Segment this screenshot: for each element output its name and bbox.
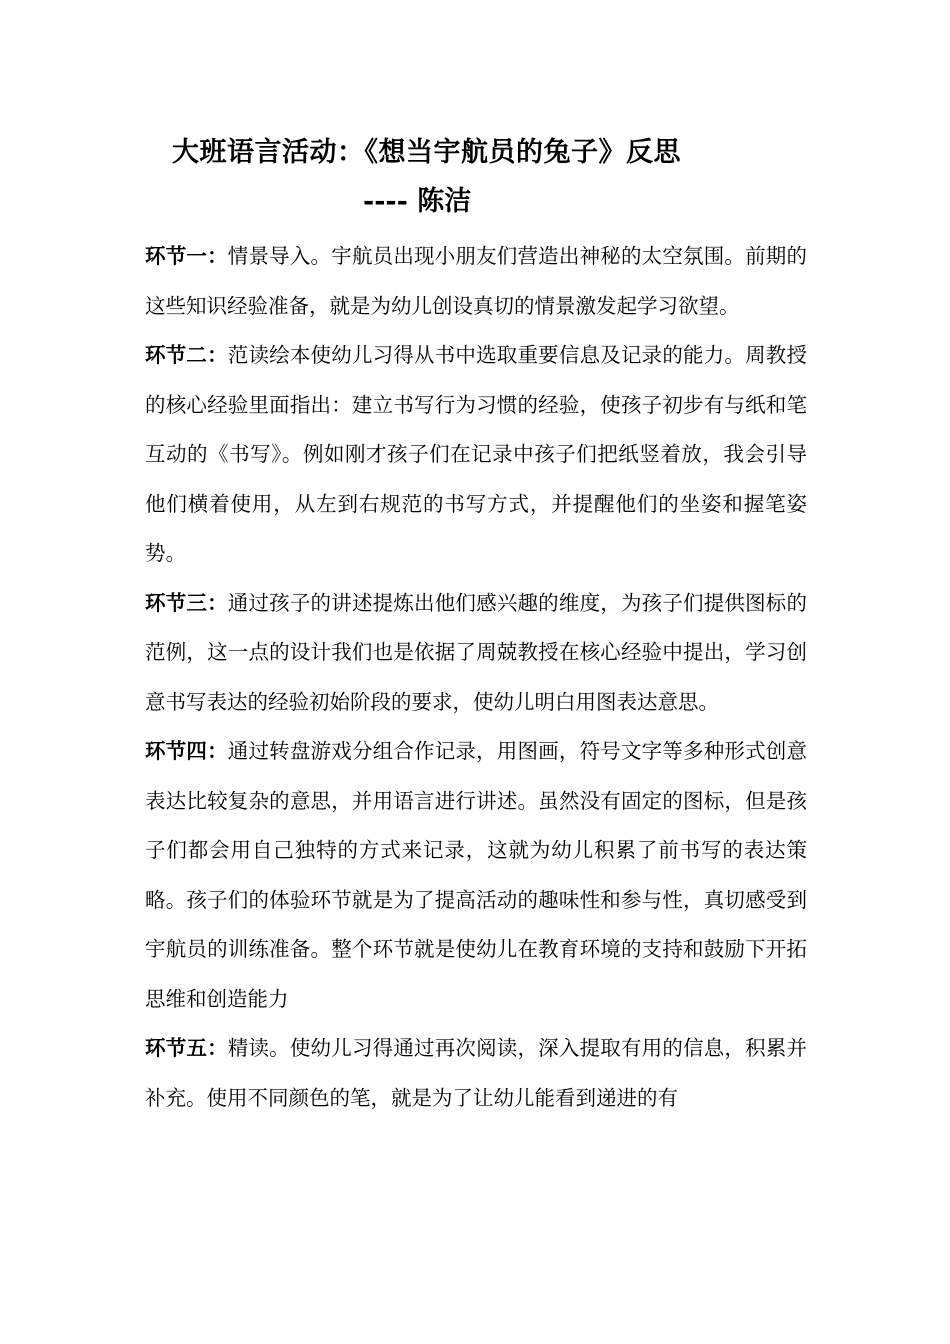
document-author: ---- 陈洁 <box>363 186 472 217</box>
document-title: 大班语言活动：《想当宇航员的兔子》反思 <box>172 137 681 168</box>
section-text: 范读绘本使幼儿习得从书中选取重要信息及记录的能力。周教授的核心经验里面指出：建立书写行为习惯的经验，使孩子初步有与纸和笔互动的《书写》。例如刚才孩子们在记录中孩子们把纸竖着放，我会引导他们横着使用，从左到右规范的书写方式，并提醒他们的坐姿和握笔姿势。 <box>145 343 808 565</box>
section-text: 精读。使幼儿习得通过再次阅读，深入提取有用的信息，积累并补充。使用不同颜色的笔，就是为了让幼儿能看到递进的有 <box>145 1036 808 1110</box>
section-label: 环节三： <box>145 590 228 615</box>
section-label: 环节四： <box>145 739 228 763</box>
section-text: 情景导入。宇航员出现小朋友们营造出神秘的太空氛围。前期的这些知识经验准备，就是为幼儿创设真切的情景激发起学习欲望。 <box>145 244 808 318</box>
section-1 <box>145 232 807 331</box>
section-label: 环节一： <box>145 244 228 268</box>
section-label: 环节五： <box>145 1036 228 1060</box>
section-text: 通过转盘游戏分组合作记录，用图画，符号文字等多种形式创意表达比较复杂的意思，并用语言进行讲述。虽然没有固定的图标，但是孩子们都会用自己独特的方式来记录，这就为幼儿积累了前书写的表达策略。孩子们的体验环节就是为了提高活动的趣味性和参与性，真切感受到宇航员的训练准备。整个环节就是使幼儿在教育环境的支持和鼓励下开拓思维和创造能力 <box>145 739 808 1011</box>
section-text: 通过孩子的讲述提炼出他们感兴趣的维度，为孩子们提供图标的范例，这一点的设计我们也是依据了周兢教授在核心经验中提出，学习创意书写表达的经验初始阶段的要求，使幼儿明白用图表达意思。 <box>145 590 808 714</box>
section-5 <box>145 1024 807 1123</box>
section-3 <box>145 579 807 728</box>
section-4 <box>145 727 807 1024</box>
section-label: 环节二： <box>145 343 228 367</box>
section-2 <box>145 331 807 579</box>
document-body <box>145 232 807 1123</box>
